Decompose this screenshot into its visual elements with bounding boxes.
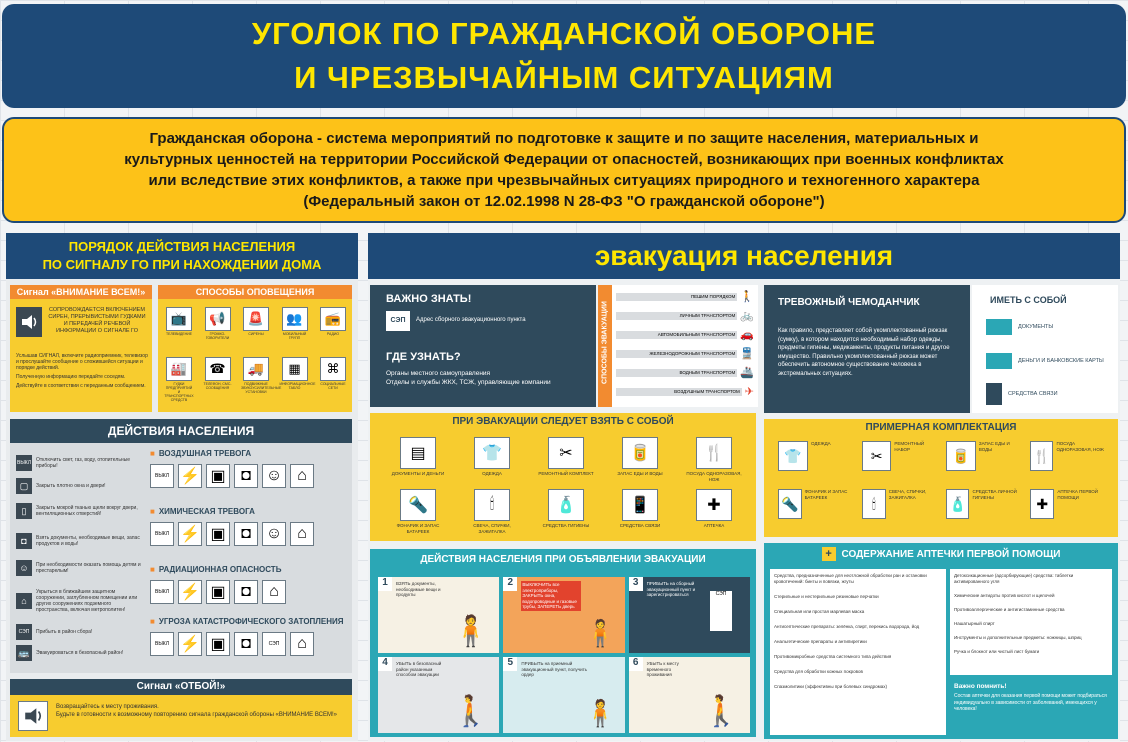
take-item: 🥫 ЗАПАС ЕДЫ И ВОДЫ (608, 437, 672, 483)
kit-item: 🥫 ЗАПАС ЕДЫ И ВОДЫ (946, 441, 1024, 471)
food-icon: 🥫 (622, 437, 658, 469)
otboi-bullets (56, 703, 346, 719)
threat-icon: ▣ (206, 580, 230, 604)
take-row-1 (386, 437, 746, 483)
important-note (950, 679, 1112, 735)
kit-item: 👕 ОДЕЖДА (778, 441, 856, 471)
first-aid-icon: ✚ (696, 489, 732, 521)
step-card (503, 657, 624, 733)
threat-icon: ☺ (262, 522, 286, 546)
kitchen-icon: 🧍 (584, 619, 617, 649)
left-header-line2: ПО СИГНАЛУ ГО ПРИ НАХОЖДЕНИИ ДОМА (42, 257, 322, 272)
threat-chemical-label: ХИМИЧЕСКАЯ ТРЕВОГА (158, 507, 255, 516)
kit-row-2 (778, 489, 1108, 519)
notification-methods-title: СПОСОБЫ ОПОВЕЩЕНИЯ (158, 285, 352, 299)
where-title: ГДЕ УЗНАТЬ? (386, 351, 461, 363)
car-icon: 🚗 (740, 328, 754, 341)
threat-icon: СЭП (262, 632, 286, 656)
threat-icon: ▣ (206, 522, 230, 546)
take-row-2 (386, 489, 746, 535)
person-icon: 🧍 (451, 614, 490, 649)
kit-item: 🕯 СВЕЧА, СПИЧКИ, ЗАЖИГАЛКА (862, 489, 940, 519)
help-icon: ☺ (16, 560, 32, 576)
bicycle-icon: 🚲 (740, 309, 754, 322)
threat-icon: ▣ (206, 464, 230, 488)
candle-icon: 🕯 (474, 489, 510, 521)
scissors-icon: ✂ (862, 441, 891, 471)
step-card (629, 657, 750, 733)
take-item: 🕯 СВЕЧА, СПИЧКИ, ЗАЖИГАЛКА (460, 489, 524, 535)
walking-person-icon: 🚶 (702, 694, 740, 729)
dishes-icon: 🍴 (696, 437, 732, 469)
step-number: 6 (629, 657, 643, 671)
airplane-icon: ✈ (744, 385, 754, 398)
flashlight-icon: 🔦 (778, 489, 802, 519)
signal-attention-bullets (16, 353, 148, 389)
phone-icon: ☎ ТЕЛЕФОН, СМС-СООБЩЕНИЯ (203, 357, 233, 402)
otboi-bullet-2: Будьте в готовности к возможному повторению сигнала гражданской обороны «ВНИМАНИЕ ВСЕМ!» (56, 712, 337, 718)
step-text: ВЫКЛЮЧИТЬ все электроприборы, ЗАКРЫТЬ окна, водопроводные и газовые трубы, ЗАПЕРЕТЬ дверь (521, 581, 581, 611)
have-with-you-panel (972, 285, 1118, 413)
action-item: СЭП Прибыть в район сбора! (16, 622, 144, 642)
threat-icon: ☺ (262, 464, 286, 488)
threat-air-label: ВОЗДУШНАЯ ТРЕВОГА (158, 449, 252, 458)
first-aid-item: Стерильные и нестерильные резиновые перчатки (774, 594, 879, 599)
methods-row-1 (164, 307, 348, 340)
bullet-icon: ■ (150, 617, 155, 626)
step-number: 5 (503, 657, 517, 671)
action-item: 🚌 Эвакуироваться в безопасный район! (16, 642, 144, 664)
where-item-1: Органы местного самоуправления (386, 370, 491, 377)
first-aid-item: Анальгетические препараты и антипиретики (774, 639, 867, 644)
threat-icon: ◘ (234, 580, 258, 604)
hygiene-icon: 🧴 (946, 489, 969, 519)
sep-address-text: Адрес сборного эвакуационного пункта (416, 317, 526, 323)
first-aid-item: Средства для обработки кожных покровов (774, 669, 863, 674)
steps-title: ДЕЙСТВИЯ НАСЕЛЕНИЯ ПРИ ОБЪЯВЛЕНИИ ЭВАКУАЦИИ (420, 554, 706, 565)
step-card (378, 657, 499, 733)
step-number: 4 (378, 657, 392, 671)
first-aid-item: Нашатырный спирт (954, 621, 995, 626)
have-item-docs: ДОКУМЕНТЫ (986, 319, 1114, 335)
first-aid-item: Противомикробные средства системного типа действия (774, 654, 892, 659)
notification-methods-panel (158, 285, 352, 412)
bullet-icon: ■ (150, 449, 155, 458)
threat-icon: ⌂ (262, 580, 286, 604)
evacuation-header: эвакуация населения (368, 233, 1120, 279)
signal-bullet-1: Услышав СИГНАЛ, включите радиоприемник, телевизор и прослушайте сообщение о сложившейся ситуации и порядке действий. (16, 353, 148, 371)
threat-flood-label: УГРОЗА КАТАСТРОФИЧЕСКОГО ЗАТОПЛЕНИЯ (158, 617, 344, 626)
kit-title: ПРИМЕРНАЯ КОМПЛЕКТАЦИЯ (764, 419, 1118, 437)
kit-panel (764, 419, 1118, 537)
first-aid-item: Специальная или простая марлевая маска (774, 609, 865, 614)
bus-icon: 🚌 (16, 645, 32, 661)
otboi-title: Сигнал «ОТБОЙ!» (10, 679, 352, 695)
step-number: 2 (503, 577, 517, 591)
first-aid-title: СОДЕРЖАНИЕ АПТЕЧКИ ПЕРВОЙ ПОМОЩИ (841, 548, 1061, 560)
otboi-bullet-1: Возвращайтесь к месту проживания. (56, 704, 159, 710)
threat-icon: ⌂ (290, 464, 314, 488)
suitcase-panel (764, 285, 970, 413)
social-network-icon: ⌘ СОЦИАЛЬНЫЕ СЕТИ (318, 357, 348, 402)
first-aid-icon: ✚ (1030, 489, 1054, 519)
flashlight-icon: 🔦 (400, 489, 436, 521)
first-aid-panel (764, 543, 1118, 739)
threat-icon: ⌂ (290, 522, 314, 546)
method-row: ЖЕЛЕЗНОДОРОЖНЫМ ТРАНСПОРТОМ 🚆 (616, 344, 754, 363)
threat-icon: ⌂ (290, 632, 314, 656)
suitcase-text: Как правило, представляет собой укомплектованный рюкзак (сумку), в котором находится необходимый набор одежды, предметы гигиены, медикаменты, продукты питания и другое имущество. Правильно укомплектованный рюкзак может обеспечить автономное существование человека в экстремальных ситуациях. (778, 328, 950, 377)
kit-item: ✂ РЕМОНТНЫЙ НАБОР (862, 441, 940, 471)
kit-item: 🍴 ПОСУДА ОДНОРАЗОВАЯ, НОЖ (1030, 441, 1108, 471)
definition-line1: Гражданская оборона - система мероприятий по подготовке к защите и по защите населения, материальных и (149, 130, 979, 147)
step-text: УБЫТЬ в безопасный район указанным способом эвакуации (396, 661, 442, 677)
train-icon: 🚆 (740, 347, 754, 360)
where-item-2: Отделы и службы ЖКХ, ТСЖ, управляющие компании (386, 379, 551, 386)
siren-icon: 🚨 СИРЕНЫ (241, 307, 271, 340)
scissors-icon: ✂ (548, 437, 584, 469)
note-text: Состав аптечки для оказания первой помощи может подбираться индивидуально в зависимости от заболеваний, имеющихся у человека! (954, 693, 1107, 712)
take-item: ✚ АПТЕЧКА (682, 489, 746, 535)
first-aid-item: Детоксикационные (адсорбирующие) средства: таблетки активированного угля (954, 573, 1074, 584)
step-number: 1 (378, 577, 392, 591)
dishes-icon: 🍴 (1030, 441, 1053, 471)
definition-line2: культурных ценностей на территории Российской Федерации от опасностей, возникающих при военных конфликтах (124, 151, 1004, 168)
hygiene-icon: 🧴 (548, 489, 584, 521)
note-title: Важно помнить! (954, 683, 1007, 690)
group-icon: 👥 МОБИЛЬНЫЙ ГРУПП (280, 307, 310, 340)
take-with-you-panel (370, 413, 756, 541)
kit-row-1 (778, 441, 1108, 471)
threat-icon: ◘ (234, 632, 258, 656)
population-actions-title: ДЕЙСТВИЯ НАСЕЛЕНИЯ (10, 419, 352, 443)
food-icon: 🥫 (946, 441, 976, 471)
door-icon: ▯ (16, 503, 32, 519)
phone-icon (986, 383, 1002, 405)
have-item-phone: СРЕДСТВА СВЯЗИ (986, 383, 1114, 405)
method-row: ВОДНЫМ ТРАНСПОРТОМ 🚢 (616, 363, 754, 382)
first-aid-right-list (950, 569, 1112, 675)
take-item: 🔦 ФОНАРИК И ЗАПАС БАТАРЕЕК (386, 489, 450, 535)
step-card (503, 577, 624, 653)
first-aid-left-list (770, 569, 946, 735)
threat-icon: ВЫКЛ (150, 580, 174, 604)
actions-list (16, 449, 144, 664)
speaker-icon (16, 307, 42, 337)
step-text: ПРИБЫТЬ на приемный эвакуационный пункт, получить ордер (521, 661, 587, 677)
threat-icon: ВЫКЛ (150, 522, 174, 546)
threat-icon: ◘ (234, 464, 258, 488)
method-row: ЛИЧНЫМ ТРАНСПОРТОМ 🚲 (616, 306, 754, 325)
first-aid-item: Спазмолитики (эффективны при болевых синдромах) (774, 684, 887, 689)
method-row: ВОЗДУШНЫМ ТРАНСПОРТОМ ✈ (616, 382, 754, 401)
left-header-line1: ПОРЯДОК ДЕЙСТВИЯ НАСЕЛЕНИЯ (68, 239, 296, 254)
window-icon: ▢ (16, 478, 32, 494)
evac-methods-list (616, 287, 754, 401)
sep-icon: СЭП (16, 624, 32, 640)
important-panel (370, 285, 596, 407)
first-aid-title-row (764, 543, 1118, 565)
signal-bullet-2: Полученную информацию передайте соседям. (16, 374, 126, 380)
ship-icon: 🚢 (740, 366, 754, 379)
first-aid-item: Химические антидоты против кислот и щелочей (954, 593, 1055, 598)
evac-methods-panel (598, 285, 758, 407)
tv-icon: 📺 ТЕЛЕВИДЕНИЕ (164, 307, 194, 340)
take-item: ✂ РЕМОНТНЫЙ КОМПЛЕКТ (534, 437, 598, 483)
bag-icon: ◘ (16, 533, 32, 549)
action-item: ВЫКЛ Отключить свет, газ, воду, отопительные приборы! (17, 456, 131, 469)
signal-attention-desc: СОПРОВОЖДАЕТСЯ ВКЛЮЧЕНИЕМ СИРЕН, ПРЕРЫВИСТЫМИ ГУДКАМИ И ПЕРЕДАЧЕЙ РЕЧЕВОЙ ИНФОРМАЦИИ О СИГНАЛЕ ГО (48, 307, 146, 334)
threat-list (150, 449, 346, 669)
candle-icon: 🕯 (862, 489, 886, 519)
evac-steps-panel (370, 549, 756, 737)
threat-icon: ВЫКЛ (150, 632, 174, 656)
action-item: ◘ Взять документы, необходимые вещи, запас продуктов и воды! (16, 526, 144, 556)
step-card (378, 577, 499, 653)
steps-grid (378, 577, 750, 733)
sep-door-icon: СЭП (710, 591, 732, 631)
truck-speaker-icon: 🚚 ПОДВИЖНЫЕ ЗВУКОУСИЛИТЕЛЬНЫЕ УСТАНОВКИ (241, 357, 271, 402)
bullet-icon: ■ (150, 565, 155, 574)
method-row: ПЕШИМ ПОРЯДКОМ 🚶 (616, 287, 754, 306)
threat-icon: ВЫКЛ (150, 464, 174, 488)
take-item: 👕 ОДЕЖДА (460, 437, 524, 483)
suitcase-title: ТРЕВОЖНЫЙ ЧЕМОДАНЧИК (778, 297, 920, 308)
walking-person-icon: 🚶 (451, 694, 490, 729)
first-aid-item: Ручка и блокнот или чистый лист бумаги (954, 649, 1040, 654)
money-icon (986, 353, 1012, 369)
action-item: ☺ При необходимости оказать помощь детям и престарелым! (16, 556, 144, 580)
action-item: ⌂ Укрыться в ближайшем защитном сооружении, заглубленном помещении или других сооружениях подземного пространства, включая метрополитен! (16, 580, 144, 622)
first-aid-item: Инструменты и дополнительные предметы: ножницы, шприц (954, 635, 1082, 640)
signal-attention-panel (10, 285, 152, 412)
bullet-icon: ■ (150, 507, 155, 516)
evac-methods-vertical-label: СПОСОБЫ ЭВАКУАЦИИ (598, 285, 612, 407)
take-item: 📱 СРЕДСТВА СВЯЗИ (608, 489, 672, 535)
method-row: АВТОМОБИЛЬНЫМ ТРАНСПОРТОМ 🚗 (616, 325, 754, 344)
threat-icon: ⚡ (178, 522, 202, 546)
have-item-money: ДЕНЬГИ И БАНКОВСКИЕ КАРТЫ (986, 353, 1114, 369)
signal-attention-title: Сигнал «ВНИМАНИЕ ВСЕМ!» (10, 285, 152, 299)
main-title-line1: УГОЛОК ПО ГРАЖДАНСКОЙ ОБОРОНЕ (251, 16, 877, 51)
threat-radiation (150, 565, 346, 617)
definition-line3: или вследствие этих конфликтов, а также при чрезвычайных ситуациях природного и техногенного характера (148, 172, 980, 189)
main-title-banner (2, 4, 1126, 108)
main-title-line2: И ЧРЕЗВЫЧАЙНЫМ СИТУАЦИЯМ (294, 60, 834, 95)
take-title: ПРИ ЭВАКУАЦИИ СЛЕДУЕТ ВЗЯТЬ С СОБОЙ (370, 413, 756, 431)
threat-icon: ▣ (206, 632, 230, 656)
speaker-icon (18, 701, 48, 731)
have-title: ИМЕТЬ С СОБОЙ (990, 295, 1067, 305)
shelter-icon: ⌂ (16, 593, 32, 609)
mobile-phone-icon: 📱 (622, 489, 658, 521)
action-item: ▯ Закрыть мокрой тканью щели вокруг двери, вентиляционных отверстий! (16, 496, 144, 526)
info-board-icon: ▦ ИНФОРМАЦИОННОЕ ТАБЛО (280, 357, 310, 402)
important-title: ВАЖНО ЗНАТЬ! (386, 293, 472, 305)
threat-chemical (150, 507, 346, 565)
desk-icon: 🧍 (584, 699, 617, 729)
threat-icon: ⚡ (178, 464, 202, 488)
loudspeaker-icon: 📢 ГРОМКО-ГОВОРИТЕЛИ (203, 307, 233, 340)
threat-icon: ⚡ (178, 632, 202, 656)
where-list (386, 369, 586, 387)
threat-icon: ◘ (234, 522, 258, 546)
take-item: 🧴 СРЕДСТВА ГИГИЕНЫ (534, 489, 598, 535)
signal-bullet-3: Действуйте в соответствии с переданным сообщением. (16, 383, 146, 389)
population-actions-panel (10, 419, 352, 673)
threat-radiation-label: РАДИАЦИОННАЯ ОПАСНОСТЬ (158, 565, 282, 574)
action-item: ▢ Закрыть плотно окна и двери! (16, 476, 144, 496)
take-item: ▤ ДОКУМЕНТЫ И ДЕНЬГИ (386, 437, 450, 483)
switch-off-icon: ВЫКЛ (16, 455, 32, 471)
step-number: 3 (629, 577, 643, 591)
radio-icon: 📻 РАДИО (318, 307, 348, 340)
step-text: УБЫТЬ к месту временного проживания (646, 661, 679, 677)
otboi-panel (10, 679, 352, 737)
left-poster (6, 233, 358, 741)
clothes-icon: 👕 (474, 437, 510, 469)
step-card (629, 577, 750, 653)
first-aid-icon: + (822, 547, 836, 561)
step-text: ПРИБЫТЬ на сборный эвакуационный пункт и зарегистрироваться (646, 581, 696, 597)
step-text: ВЗЯТЬ документы, необходимые вещи и продукты (396, 581, 441, 597)
kit-item: 🔦 ФОНАРИК И ЗАПАС БАТАРЕЕК (778, 489, 856, 519)
take-item: 🍴 ПОСУДА ОДНОРАЗОВАЯ, НОЖ (682, 437, 746, 483)
first-aid-item: Противоаллергические и антигистаминные средства (954, 607, 1065, 612)
clothes-icon: 👕 (778, 441, 808, 471)
left-poster-header (6, 233, 358, 279)
evacuation-poster (368, 233, 1120, 741)
document-icon (986, 319, 1012, 335)
first-aid-item: Антисептические препараты: зелёнка, спирт, перекись водорода, йод (774, 624, 920, 629)
first-aid-item: Средства, предназначенные для неотложной обработки ран и остановки кровотечений: бинты и повязки, жгуты (774, 573, 927, 584)
kit-item: ✚ АПТЕЧКА ПЕРВОЙ ПОМОЩИ (1030, 489, 1108, 519)
threat-flood (150, 617, 346, 669)
definition-line4: (Федеральный закон от 12.02.1998 N 28-ФЗ "О гражданской обороне") (303, 193, 825, 210)
documents-icon: ▤ (400, 437, 436, 469)
definition-box (2, 117, 1126, 223)
sep-badge: СЭП (386, 311, 410, 331)
kit-item: 🧴 СРЕДСТВА ЛИЧНОЙ ГИГИЕНЫ (946, 489, 1024, 519)
threat-icon: ⚡ (178, 580, 202, 604)
walking-icon: 🚶 (740, 290, 754, 303)
threat-air (150, 449, 346, 507)
methods-row-2 (164, 357, 348, 402)
factory-icon: 🏭 ГУДКИ ПРЕДПРИЯТИЙ И ТРАНСПОРТНЫХ СРЕДСТВ (164, 357, 194, 402)
